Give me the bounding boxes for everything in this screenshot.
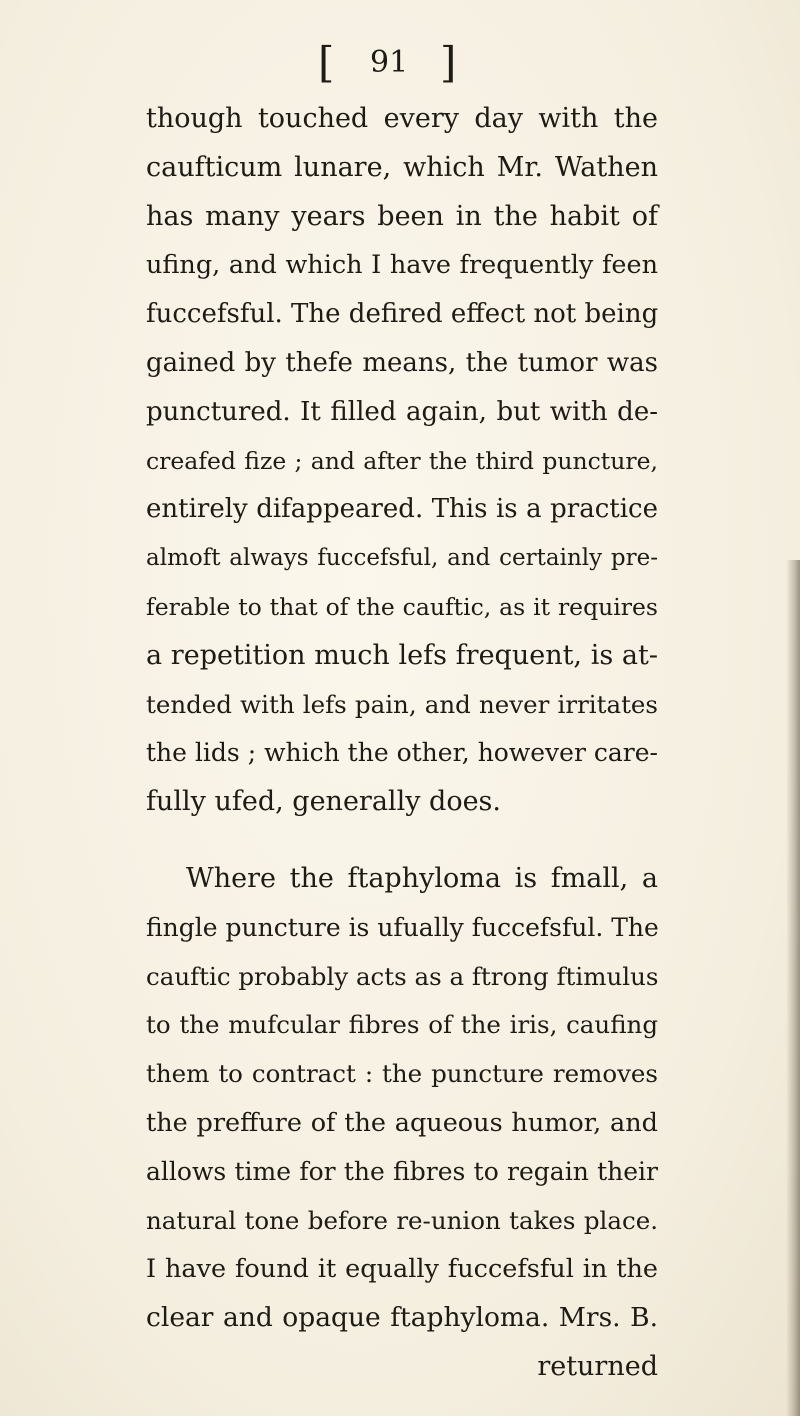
text-line: creafed fize ; and after the third puncture, — [146, 446, 658, 475]
text-line: tended with lefs pain, and never irritates — [146, 689, 658, 719]
page-edge-shadow — [786, 560, 800, 1416]
header-bracket-close: ] — [440, 38, 457, 87]
text-line: has many years been in the habit of — [146, 200, 658, 232]
text-line: clear and opaque ftaphyloma. Mrs. B. — [146, 1302, 658, 1334]
text-line: the preffure of the aqueous humor, and — [146, 1107, 658, 1138]
text-line: to the mufcular fibres of the iris, caufing — [146, 1010, 658, 1040]
text-line: fingle puncture is ufually fuccefsful. The — [146, 912, 659, 942]
text-line: Where the ftaphyloma is fmall, a — [186, 862, 658, 894]
paragraph-1 — [146, 95, 658, 827]
text-line: punctured. It filled again, but with de- — [146, 396, 658, 427]
header-bracket-open: [ — [318, 38, 335, 87]
text-line: a repetition much lefs frequent, is at- — [146, 639, 658, 671]
text-line: cauftic probably acts as a ftrong ftimulus — [146, 961, 659, 991]
text-line: gained by thefe means, the tumor was — [146, 347, 658, 378]
catchword: returned — [537, 1350, 658, 1382]
text-line: I have found it equally fuccefsful in the — [146, 1254, 658, 1285]
text-line: fully ufed, generally does. — [146, 786, 501, 818]
text-line: them to contract : the puncture removes — [146, 1059, 658, 1089]
paragraph-gap — [146, 827, 658, 855]
text-line: allows time for the fibres to regain their — [146, 1156, 658, 1186]
text-line: almoft always fuccefsful, and certainly pre- — [146, 545, 658, 572]
text-line: ferable to that of the cauftic, as it requires — [146, 592, 658, 621]
text-line: though touched every day with the — [146, 103, 658, 134]
text-line: fuccefsful. The defired effect not being — [146, 299, 659, 330]
text-line: ufing, and which I have frequently feen — [146, 250, 658, 281]
text-line: natural tone before re-union takes place. — [146, 1205, 658, 1235]
page-number: 91 — [370, 45, 409, 80]
page-header — [0, 40, 800, 86]
paragraph-2 — [146, 855, 658, 1343]
body-text — [146, 95, 658, 1392]
text-line: the lids ; which the other, however care- — [146, 738, 658, 768]
text-line: entirely difappeared. This is a practice — [146, 494, 658, 525]
text-line: caufticum lunare, which Mr. Wathen — [146, 151, 658, 183]
